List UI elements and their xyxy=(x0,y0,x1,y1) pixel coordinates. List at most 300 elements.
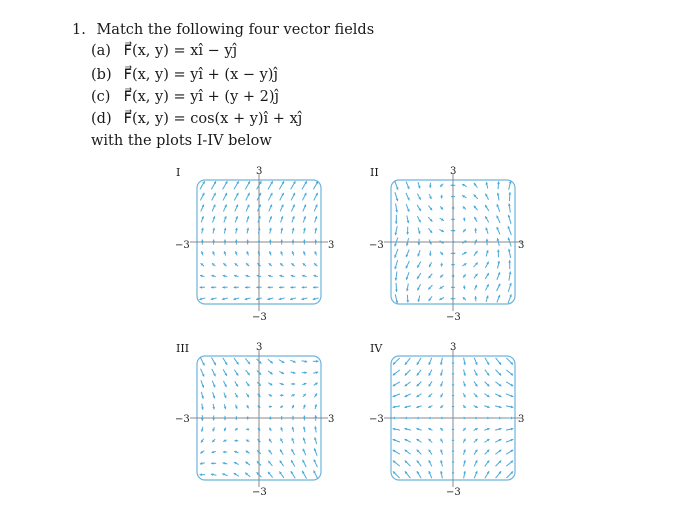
field-arrow xyxy=(280,394,284,397)
field-arrow xyxy=(428,417,432,420)
field-arrow xyxy=(508,192,511,201)
field-arrow xyxy=(497,295,500,303)
field-arrow xyxy=(315,216,318,222)
field-arrow xyxy=(303,263,306,266)
field-arrow xyxy=(302,193,306,201)
field-arrow xyxy=(279,275,284,278)
field-arrow xyxy=(485,370,489,376)
field-arrow xyxy=(463,405,466,408)
field-arrow xyxy=(463,393,466,397)
question-number: 1. Match the following four vector fields xyxy=(72,22,375,38)
field-arrow xyxy=(201,380,204,387)
field-arrow xyxy=(212,439,215,442)
field-arrow xyxy=(485,450,490,455)
field-arrow xyxy=(406,250,410,258)
field-arrow xyxy=(474,194,478,198)
plot-II-left-tick: −3 xyxy=(369,240,384,251)
field-arrow xyxy=(452,358,455,365)
field-arrow xyxy=(303,205,306,212)
field-arrow xyxy=(416,394,421,397)
field-arrow xyxy=(463,428,466,431)
field-arrow xyxy=(509,181,512,190)
field-arrow xyxy=(313,181,318,189)
field-arrow xyxy=(440,263,443,267)
plot-III xyxy=(196,355,346,505)
question-prompt: Match the following four vector fields xyxy=(96,22,375,38)
field-arrow xyxy=(302,460,306,467)
field-arrow xyxy=(417,250,420,256)
field-arrow xyxy=(245,181,250,189)
field-arrow xyxy=(245,275,250,278)
field-arrow xyxy=(405,382,411,386)
field-arrow xyxy=(211,181,216,189)
field-arrow xyxy=(303,405,306,409)
field-arrow xyxy=(451,263,455,266)
field-arrow xyxy=(199,298,205,301)
field-arrow xyxy=(211,473,217,476)
field-arrow xyxy=(495,439,501,442)
field-arrow xyxy=(462,252,467,255)
field-arrow xyxy=(485,262,488,268)
field-arrow xyxy=(233,298,239,301)
item-field: F⃗(x, y) = yî + (y + 2)ĵ xyxy=(123,89,280,105)
field-arrow xyxy=(474,471,477,478)
field-arrow xyxy=(234,181,239,189)
field-arrow xyxy=(429,296,432,301)
field-arrow xyxy=(224,216,227,222)
field-arrow xyxy=(224,251,227,255)
footer-text: with the plots I-IV below xyxy=(91,133,272,149)
field-arrow xyxy=(440,381,443,386)
field-arrow xyxy=(506,439,513,442)
field-arrow xyxy=(406,261,410,269)
field-arrow xyxy=(201,427,204,432)
field-arrow xyxy=(212,205,215,212)
field-arrow xyxy=(485,228,488,234)
plot-IV-right-tick: 3 xyxy=(518,414,525,425)
field-arrow xyxy=(428,206,432,211)
field-arrow xyxy=(302,286,307,289)
field-arrow xyxy=(428,217,432,221)
field-arrow xyxy=(440,358,443,365)
field-arrow xyxy=(440,252,443,255)
field-arrow xyxy=(416,439,421,442)
field-arrow xyxy=(246,428,249,431)
field-arrow xyxy=(484,394,489,397)
field-arrow xyxy=(212,369,216,376)
field-arrow xyxy=(506,406,513,409)
field-arrow xyxy=(314,251,317,255)
field-arrow xyxy=(440,218,444,221)
field-arrow xyxy=(417,273,421,279)
field-arrow xyxy=(406,193,410,201)
field-arrow xyxy=(440,460,443,466)
field-arrow xyxy=(428,228,432,233)
field-arrow xyxy=(269,428,272,431)
field-arrow xyxy=(463,417,466,420)
field-arrow xyxy=(418,227,421,233)
field-arrow xyxy=(235,228,238,234)
field-arrow xyxy=(201,216,204,222)
field-arrow xyxy=(279,471,284,477)
field-arrow xyxy=(439,286,443,289)
field-arrow xyxy=(211,357,215,365)
field-arrow xyxy=(428,393,432,397)
field-arrow xyxy=(405,439,411,442)
field-arrow xyxy=(314,383,318,386)
item-label: (b) xyxy=(91,67,112,83)
field-arrow xyxy=(463,217,466,221)
field-arrow xyxy=(201,369,205,377)
field-arrow xyxy=(417,471,421,478)
field-arrow xyxy=(279,181,284,189)
field-arrow xyxy=(290,298,296,301)
field-arrow xyxy=(201,251,204,255)
item-field: F⃗(x, y) = cos(x + y)î + xĵ xyxy=(123,111,303,127)
field-arrow xyxy=(292,416,295,420)
field-arrow xyxy=(212,228,215,234)
field-arrow xyxy=(246,405,249,408)
field-arrow xyxy=(213,216,216,222)
field-arrow xyxy=(463,369,466,375)
field-arrow xyxy=(245,298,251,301)
field-arrow xyxy=(496,216,500,224)
field-arrow xyxy=(314,426,317,432)
field-arrow xyxy=(508,249,511,258)
field-arrow xyxy=(395,192,398,201)
field-arrow xyxy=(291,275,296,278)
field-arrow xyxy=(485,358,489,365)
field-arrow xyxy=(291,460,295,467)
field-arrow xyxy=(291,383,295,386)
field-arrow xyxy=(451,229,456,232)
field-arrow xyxy=(429,449,432,454)
field-arrow xyxy=(302,371,307,374)
field-arrow xyxy=(235,216,238,222)
field-arrow xyxy=(485,205,489,211)
field-arrow xyxy=(429,183,432,188)
field-arrow xyxy=(302,181,307,189)
field-arrow xyxy=(485,182,488,188)
field-arrow xyxy=(506,450,513,454)
field-arrow xyxy=(417,296,420,302)
plot-III-right-tick: 3 xyxy=(328,414,335,425)
field-arrow xyxy=(303,216,306,222)
field-arrow xyxy=(506,370,513,376)
item-d xyxy=(91,111,302,127)
field-arrow xyxy=(302,275,307,278)
field-arrow xyxy=(201,263,204,266)
field-arrow xyxy=(395,181,399,190)
field-arrow xyxy=(234,275,239,278)
field-arrow xyxy=(235,405,238,409)
field-arrow xyxy=(462,263,466,266)
field-arrow xyxy=(269,405,272,408)
field-arrow xyxy=(269,394,272,397)
field-arrow xyxy=(224,404,227,409)
plot-III-left-tick: −3 xyxy=(175,414,190,425)
field-arrow xyxy=(495,417,501,420)
field-arrow xyxy=(292,216,295,222)
field-arrow xyxy=(405,460,411,466)
field-arrow xyxy=(314,459,318,467)
field-arrow xyxy=(393,406,400,409)
field-arrow xyxy=(462,184,467,187)
plot-I-svg xyxy=(196,179,322,305)
field-arrow xyxy=(485,216,488,222)
field-arrow xyxy=(417,358,421,365)
field-arrow xyxy=(440,405,443,408)
field-arrow xyxy=(268,193,272,201)
field-arrow xyxy=(314,193,318,201)
field-arrow xyxy=(497,284,501,292)
field-arrow xyxy=(201,392,204,399)
field-arrow xyxy=(473,417,477,420)
plot-III-bottom-tick: −3 xyxy=(252,487,267,498)
field-arrow xyxy=(462,195,466,198)
plot-IV-top-tick: 3 xyxy=(450,342,457,353)
field-arrow xyxy=(280,383,284,386)
field-arrow xyxy=(281,216,284,222)
field-arrow xyxy=(313,275,318,278)
field-arrow xyxy=(440,274,443,277)
field-arrow xyxy=(405,394,411,397)
field-arrow xyxy=(314,393,317,397)
field-arrow xyxy=(213,392,216,398)
field-arrow xyxy=(405,471,411,478)
field-arrow xyxy=(440,393,443,397)
field-arrow xyxy=(495,428,501,431)
field-arrow xyxy=(212,381,215,388)
plot-II xyxy=(390,179,540,329)
field-arrow xyxy=(452,428,455,431)
field-arrow xyxy=(428,439,432,443)
field-arrow xyxy=(508,260,511,269)
field-arrow xyxy=(223,205,226,212)
field-arrow xyxy=(280,427,283,431)
field-arrow xyxy=(280,438,283,443)
field-arrow xyxy=(291,449,294,455)
field-arrow xyxy=(393,450,400,454)
field-arrow xyxy=(508,203,511,212)
field-arrow xyxy=(290,360,295,363)
field-arrow xyxy=(404,417,410,420)
field-arrow xyxy=(495,370,501,376)
field-arrow xyxy=(302,360,308,363)
field-arrow xyxy=(463,358,466,365)
field-arrow xyxy=(395,294,398,303)
plot-I-right-tick: 3 xyxy=(328,240,335,251)
field-arrow xyxy=(314,263,317,266)
field-arrow xyxy=(223,381,226,387)
field-arrow xyxy=(246,370,250,375)
field-arrow xyxy=(496,358,502,365)
field-arrow xyxy=(269,450,272,455)
field-arrow xyxy=(451,218,455,221)
field-arrow xyxy=(234,451,238,454)
field-arrow xyxy=(417,382,422,387)
field-arrow xyxy=(212,193,216,201)
plot-IV-svg xyxy=(390,355,516,481)
field-arrow xyxy=(451,297,456,300)
field-arrow xyxy=(395,215,398,224)
field-arrow xyxy=(280,205,283,212)
field-arrow xyxy=(246,382,249,387)
item-label: (c) xyxy=(91,89,111,105)
field-arrow xyxy=(463,381,466,386)
field-arrow xyxy=(269,439,272,443)
field-arrow xyxy=(452,449,455,454)
field-arrow xyxy=(440,184,443,187)
field-arrow xyxy=(485,471,489,478)
field-arrow xyxy=(223,462,228,465)
field-arrow xyxy=(222,473,227,476)
field-arrow xyxy=(485,194,488,200)
item-a xyxy=(91,43,237,59)
field-arrow xyxy=(393,370,400,376)
field-arrow xyxy=(303,394,306,397)
field-arrow xyxy=(314,205,317,212)
field-arrow xyxy=(291,263,294,266)
field-arrow xyxy=(393,382,400,386)
field-arrow xyxy=(291,471,295,478)
field-arrow xyxy=(313,371,318,374)
field-arrow xyxy=(508,294,512,303)
field-arrow xyxy=(247,216,250,222)
field-arrow xyxy=(406,182,409,190)
field-arrow xyxy=(211,462,216,465)
field-arrow xyxy=(292,427,295,432)
field-arrow xyxy=(474,358,477,365)
field-arrow xyxy=(417,262,420,268)
field-arrow xyxy=(405,450,411,454)
field-arrow xyxy=(508,226,512,235)
field-arrow xyxy=(393,461,400,467)
field-arrow xyxy=(234,462,239,465)
field-arrow xyxy=(223,358,227,365)
field-arrow xyxy=(235,251,238,255)
field-arrow xyxy=(224,428,227,431)
field-arrow xyxy=(268,472,273,478)
field-arrow xyxy=(484,417,489,420)
field-arrow xyxy=(497,181,500,189)
field-arrow xyxy=(496,227,500,235)
field-arrow xyxy=(199,473,205,476)
field-arrow xyxy=(474,296,477,301)
field-arrow xyxy=(314,448,317,455)
field-arrow xyxy=(406,204,409,212)
field-arrow xyxy=(234,473,239,476)
field-arrow xyxy=(314,437,317,444)
field-arrow xyxy=(280,263,283,266)
field-arrow xyxy=(475,285,478,290)
field-arrow xyxy=(393,417,400,420)
field-arrow xyxy=(280,405,283,408)
field-arrow xyxy=(474,449,477,454)
plot-I xyxy=(196,179,346,329)
field-arrow xyxy=(496,471,502,478)
plot-I-roman: I xyxy=(176,166,181,179)
field-arrow xyxy=(292,405,295,408)
field-arrow xyxy=(495,460,501,466)
field-arrow xyxy=(223,451,227,454)
field-arrow xyxy=(280,416,283,420)
field-arrow xyxy=(452,417,454,419)
field-arrow xyxy=(428,274,432,279)
field-arrow xyxy=(486,296,489,302)
field-arrow xyxy=(234,286,239,289)
field-arrow xyxy=(417,216,420,222)
field-arrow xyxy=(393,428,400,431)
plot-IV-left-tick: −3 xyxy=(369,414,384,425)
field-arrow xyxy=(416,405,421,408)
field-arrow xyxy=(440,449,443,454)
field-arrow xyxy=(452,471,455,478)
field-arrow xyxy=(451,184,456,187)
plot-II-top-tick: 3 xyxy=(450,166,457,177)
field-arrow xyxy=(267,298,273,301)
field-arrow xyxy=(246,205,249,212)
field-arrow xyxy=(508,215,511,224)
field-arrow xyxy=(452,438,455,442)
item-c xyxy=(91,89,279,105)
field-arrow xyxy=(290,286,295,289)
field-arrow xyxy=(280,460,284,466)
field-arrow xyxy=(245,286,250,289)
field-arrow xyxy=(313,298,319,301)
plot-III-svg xyxy=(196,355,322,481)
field-arrow xyxy=(463,274,466,277)
field-arrow xyxy=(291,205,294,212)
field-arrow xyxy=(486,250,489,256)
plot-II-bottom-tick: −3 xyxy=(446,312,461,323)
field-arrow xyxy=(451,286,455,289)
field-arrow xyxy=(404,406,410,409)
field-arrow xyxy=(246,193,250,201)
field-arrow xyxy=(495,450,501,454)
field-arrow xyxy=(291,181,296,189)
field-arrow xyxy=(506,358,513,365)
plot-IV xyxy=(390,355,540,505)
item-field: F⃗(x, y) = yî + (x − y)ĵ xyxy=(123,67,278,83)
field-arrow xyxy=(302,383,306,386)
field-arrow xyxy=(269,205,272,212)
field-arrow xyxy=(484,428,489,431)
field-arrow xyxy=(463,285,466,289)
field-arrow xyxy=(407,215,410,223)
field-arrow xyxy=(303,427,306,433)
plot-I-top-tick: 3 xyxy=(256,166,263,177)
field-arrow xyxy=(429,460,432,466)
field-arrow xyxy=(417,370,421,376)
field-arrow xyxy=(394,249,398,258)
field-arrow xyxy=(201,404,204,410)
field-arrow xyxy=(495,406,501,409)
field-arrow xyxy=(485,382,490,387)
field-arrow xyxy=(245,358,250,364)
field-arrow xyxy=(201,228,204,234)
field-arrow xyxy=(463,229,466,232)
field-arrow xyxy=(291,193,295,201)
field-arrow xyxy=(393,439,400,442)
field-arrow xyxy=(269,228,272,234)
field-arrow xyxy=(474,228,477,233)
field-arrow xyxy=(428,358,431,365)
field-arrow xyxy=(222,286,227,289)
field-arrow xyxy=(269,251,272,255)
field-arrow xyxy=(463,449,466,454)
item-label: (a) xyxy=(91,43,111,59)
